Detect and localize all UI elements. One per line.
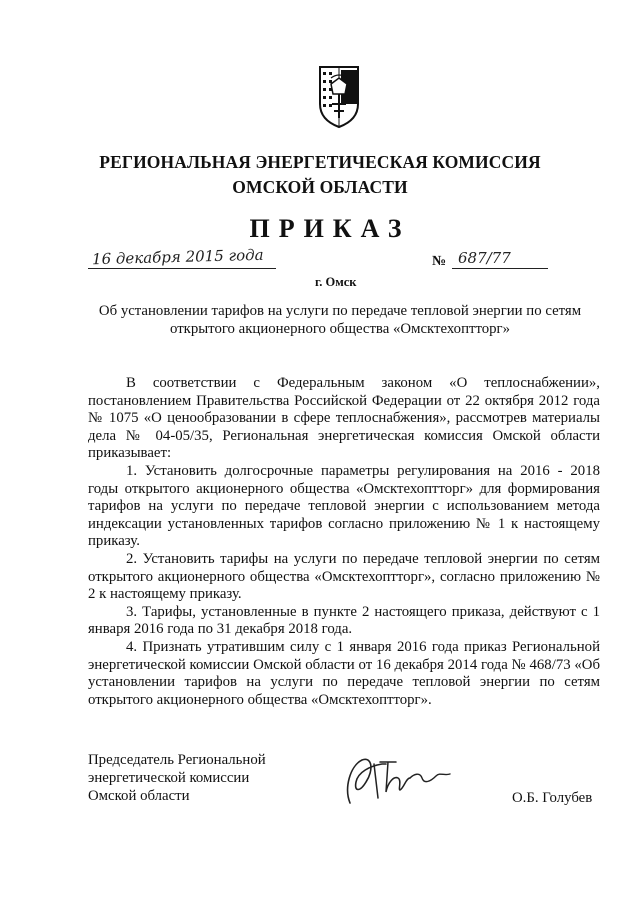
signatory-name: О.Б. Голубев [512,790,593,806]
order-date: 16 декабря 2015 года [91,245,264,269]
signatory-title [88,751,266,805]
organization-name-line1: РЕГИОНАЛЬНАЯ ЭНЕРГЕТИЧЕСКАЯ КОМИССИЯ [99,152,541,172]
signatory-title-line1: Председатель Региональной [88,752,266,768]
signatory-title-line3: Омской области [88,788,190,804]
city-label: г. Омск [315,275,357,289]
order-number: 687/77 [458,249,511,267]
clause-paragraph: 4. Признать утратившим силу с 1 января 2016 года приказ Региональной энергетической комиссии Омской области от 16 декабря 2014 года № 468/73 «Об установлении тарифов на услуги по передаче тепловой энергии по сетям открытого акционерного общества «Омсктехоптторг». [88,638,600,708]
clause-paragraph: 3. Тарифы, установленные в пункте 2 настоящего приказа, действуют с 1 января 2016 года по 31 декабря 2018 года. [88,603,600,638]
organization-name-line2: ОМСКОЙ ОБЛАСТИ [232,177,408,197]
date-underline [88,268,276,269]
order-body [88,375,600,709]
order-number-label: № [432,254,447,269]
handwritten-signature [340,748,460,810]
omsk-coat-of-arms-icon [317,64,361,130]
document-type-title: ПРИКАЗ [249,214,411,243]
order-subject: Об установлении тарифов на услуги по передаче тепловой энергии по сетям открытого акционерного общества «Омсктехоптторг» [98,303,582,337]
clause-paragraph: 2. Установить тарифы на услуги по передаче тепловой энергии по сетям открытого акционерного общества «Омсктехоптторг», согласно приложению № 2 к настоящему приказу. [88,550,600,603]
number-underline [452,268,548,269]
clause-paragraph: 1. Установить долгосрочные параметры регулирования на 2016 - 2018 годы открытого акционерного общества «Омсктехоптторг» для формирования тарифов на услуги по передаче тепловой энергии с использованием метода индексации установленных тарифов согласно приложению № 1 к настоящему приказу. [88,462,600,550]
preamble-paragraph: В соответствии с Федеральным законом «О теплоснабжении», постановлением Правительства Российской Федерации от 22 октября 2012 года № 1075 «О ценообразовании в сфере теплоснабжения», рассмотрев материалы дела № 04-05/35, Региональная энергетическая комиссия Омской области приказывает: [88,375,600,462]
signatory-title-line2: энергетической комиссии [88,770,250,786]
